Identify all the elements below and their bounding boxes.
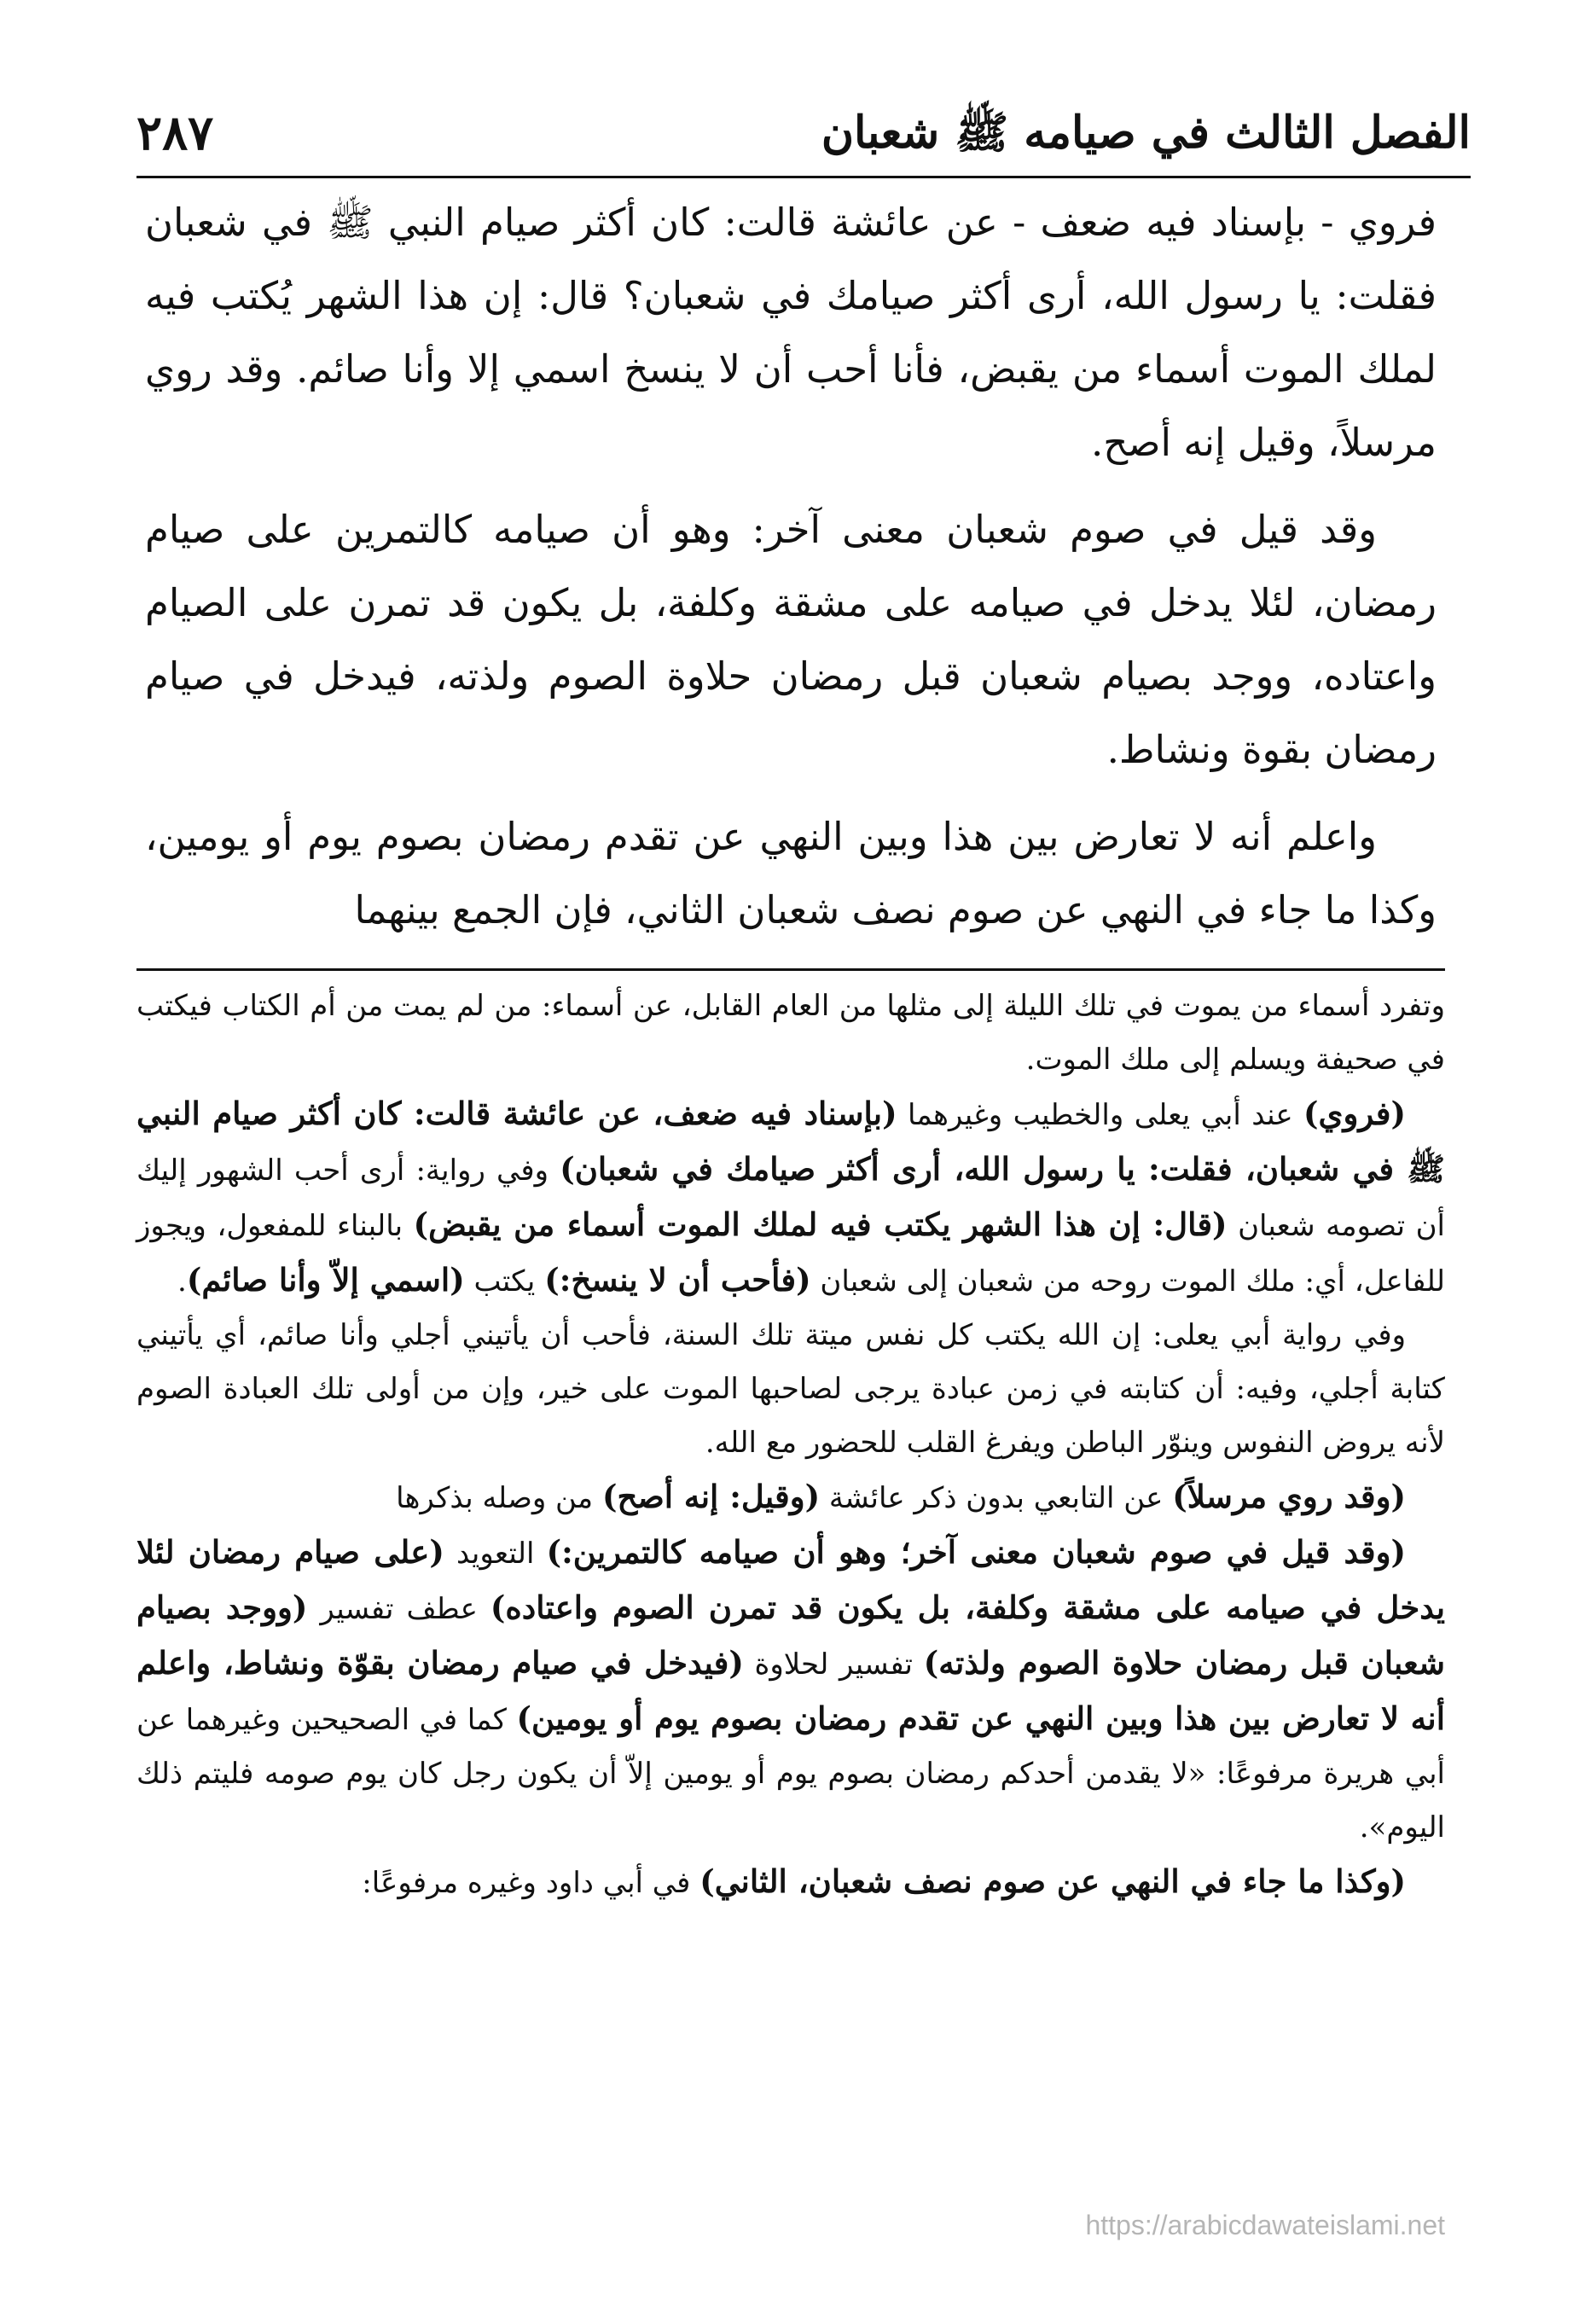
commentary-paragraph-6 [136, 1855, 1445, 1910]
quoted-text: (ووجد بصيام شعبان قبل رمضان حلاوة الصوم ولذته) [136, 1589, 1446, 1682]
quoted-text: (وقد قيل في صوم شعبان معنى آخر؛ وهو أن صيامه كالتمرين:) [546, 1533, 1406, 1571]
main-paragraph-2: وقد قيل في صوم شعبان معنى آخر: وهو أن صيامه كالتمرين على صيام رمضان، لئلا يدخل في صيامه على مشقة وكلفة، بل يكون قد تمرن على الصيام واعتاده، ووجد بصيام شعبان قبل رمضان حلاوة الصوم ولذته، فيدخل في صيام رمضان بقوة ونشاط. [145, 507, 1437, 772]
gloss-text: يكتب [464, 1264, 545, 1299]
gloss-text: عطف تفسير [307, 1592, 490, 1626]
quoted-text: (فأحب أن لا ينسخ:) [544, 1261, 811, 1299]
website-watermark: https://arabicdawateislami.net [1085, 2210, 1445, 2240]
gloss-text: التعويد [444, 1537, 547, 1571]
gloss-text: تفسير لحلاوة [743, 1647, 924, 1682]
commentary-paragraph-3: وفي رواية أبي يعلى: إن الله يكتب كل نفس ميتة تلك السنة، فأحب أن يأتيني أجلي وأنا صائم، أي يأتيني كتابة أجلي، وفيه: أن كتابته في زمن عبادة يرجى لصاحبها الموت على خير، وإن من أولى تلك العبادة الصوم لأنه يروض النفوس وينوّر الباطن ويفرغ القلب للحضور مع الله. [136, 1318, 1445, 1460]
gloss-text: في أبي داود وغيره مرفوعًا: [362, 1866, 700, 1900]
gloss-text: كما في الصحيحين وغيرهما عن أبي هريرة مرفوعًا: «لا يقدمن أحدكم رمضان بصوم يوم أو يومين إلاّ أن يكون رجل كان يوم صومه فليتم ذلك اليوم». [136, 1703, 1445, 1845]
quoted-text: (فروي) [1303, 1095, 1406, 1132]
quoted-text: (وقيل: إنه أصح) [601, 1478, 821, 1515]
quoted-text: (قال: إن هذا الشهر يكتب فيه لملك الموت أسماء من يقبض) [413, 1206, 1228, 1243]
gloss-text: عند أبي يعلى والخطيب وغيرهما [897, 1098, 1304, 1132]
commentary-paragraph-4 [136, 1470, 1445, 1525]
page-number: ٢٨٧ [136, 105, 214, 161]
quoted-text: (وكذا ما جاء في النهي عن صوم نصف شعبان، الثاني) [699, 1862, 1406, 1900]
footnote-divider [136, 968, 1445, 971]
commentary-paragraph-1: وتفرد أسماء من يموت في تلك الليلة إلى مثلها من العام القابل، عن أسماء: من لم يمت من أم الكتاب فيكتب في صحيفة ويسلم إلى ملك الموت. [136, 989, 1445, 1077]
main-text [145, 186, 1437, 961]
quoted-text: (اسمي إلاّ وأنا صائم) [186, 1261, 465, 1299]
gloss-text: بالبناء للمفعول، ويجوز للفاعل، أي: ملك الموت روحه من شعبان إلى شعبان [136, 1209, 1445, 1299]
commentary-paragraph-5 [136, 1525, 1445, 1855]
gloss-text: عن التابعي بدون ذكر عائشة [820, 1481, 1173, 1515]
quoted-text: (وقد روي مرسلاً) [1172, 1478, 1406, 1515]
quoted-text: (بإسناد فيه ضعف، عن عائشة قالت: كان أكثر صيام النبي ﷺ في شعبان، فقلت: يا رسول الله، أرى أكثر صيامك في شعبان) [136, 1095, 1445, 1188]
gloss-text: وفي رواية: أرى أحب الشهور إليك أن تصومه شعبان [136, 1153, 1445, 1243]
quoted-text: (على صيام رمضان لئلا يدخل في صيامه على مشقة وكلفة، بل يكون قد تمرن الصوم واعتاده) [136, 1533, 1446, 1626]
commentary [136, 979, 1445, 1910]
header-divider [136, 176, 1471, 178]
quoted-text: (فيدخل في صيام رمضان بقوّة ونشاط، واعلم أنه لا تعارض بين هذا وبين النهي عن تقدم رمضان بصوم يوم أو يومين) [136, 1644, 1445, 1737]
chapter-title: الفصل الثالث في صيامه ﷺ شعبان [821, 107, 1471, 159]
page-header [136, 92, 1471, 174]
gloss-text: . [177, 1264, 187, 1299]
commentary-paragraph-2 [136, 1087, 1445, 1309]
main-paragraph-3: واعلم أنه لا تعارض بين هذا وبين النهي عن تقدم رمضان بصوم يوم أو يومين، وكذا ما جاء في النهي عن صوم نصف شعبان الثاني، فإن الجمع بينهما [145, 814, 1437, 933]
main-paragraph-1: فروي - بإسناد فيه ضعف - عن عائشة قالت: كان أكثر صيام النبي ﷺ في شعبان فقلت: يا رسول الله، أرى أكثر صيامك في شعبان؟ قال: إن هذا الشهر يُكتب فيه لملك الموت أسماء من يقبض، فأنا أحب أن لا ينسخ اسمي إلا وأنا صائم. وقد روي مرسلاً، وقيل إنه أصح. [145, 200, 1437, 465]
gloss-text: من وصله بذكرها [396, 1481, 602, 1515]
